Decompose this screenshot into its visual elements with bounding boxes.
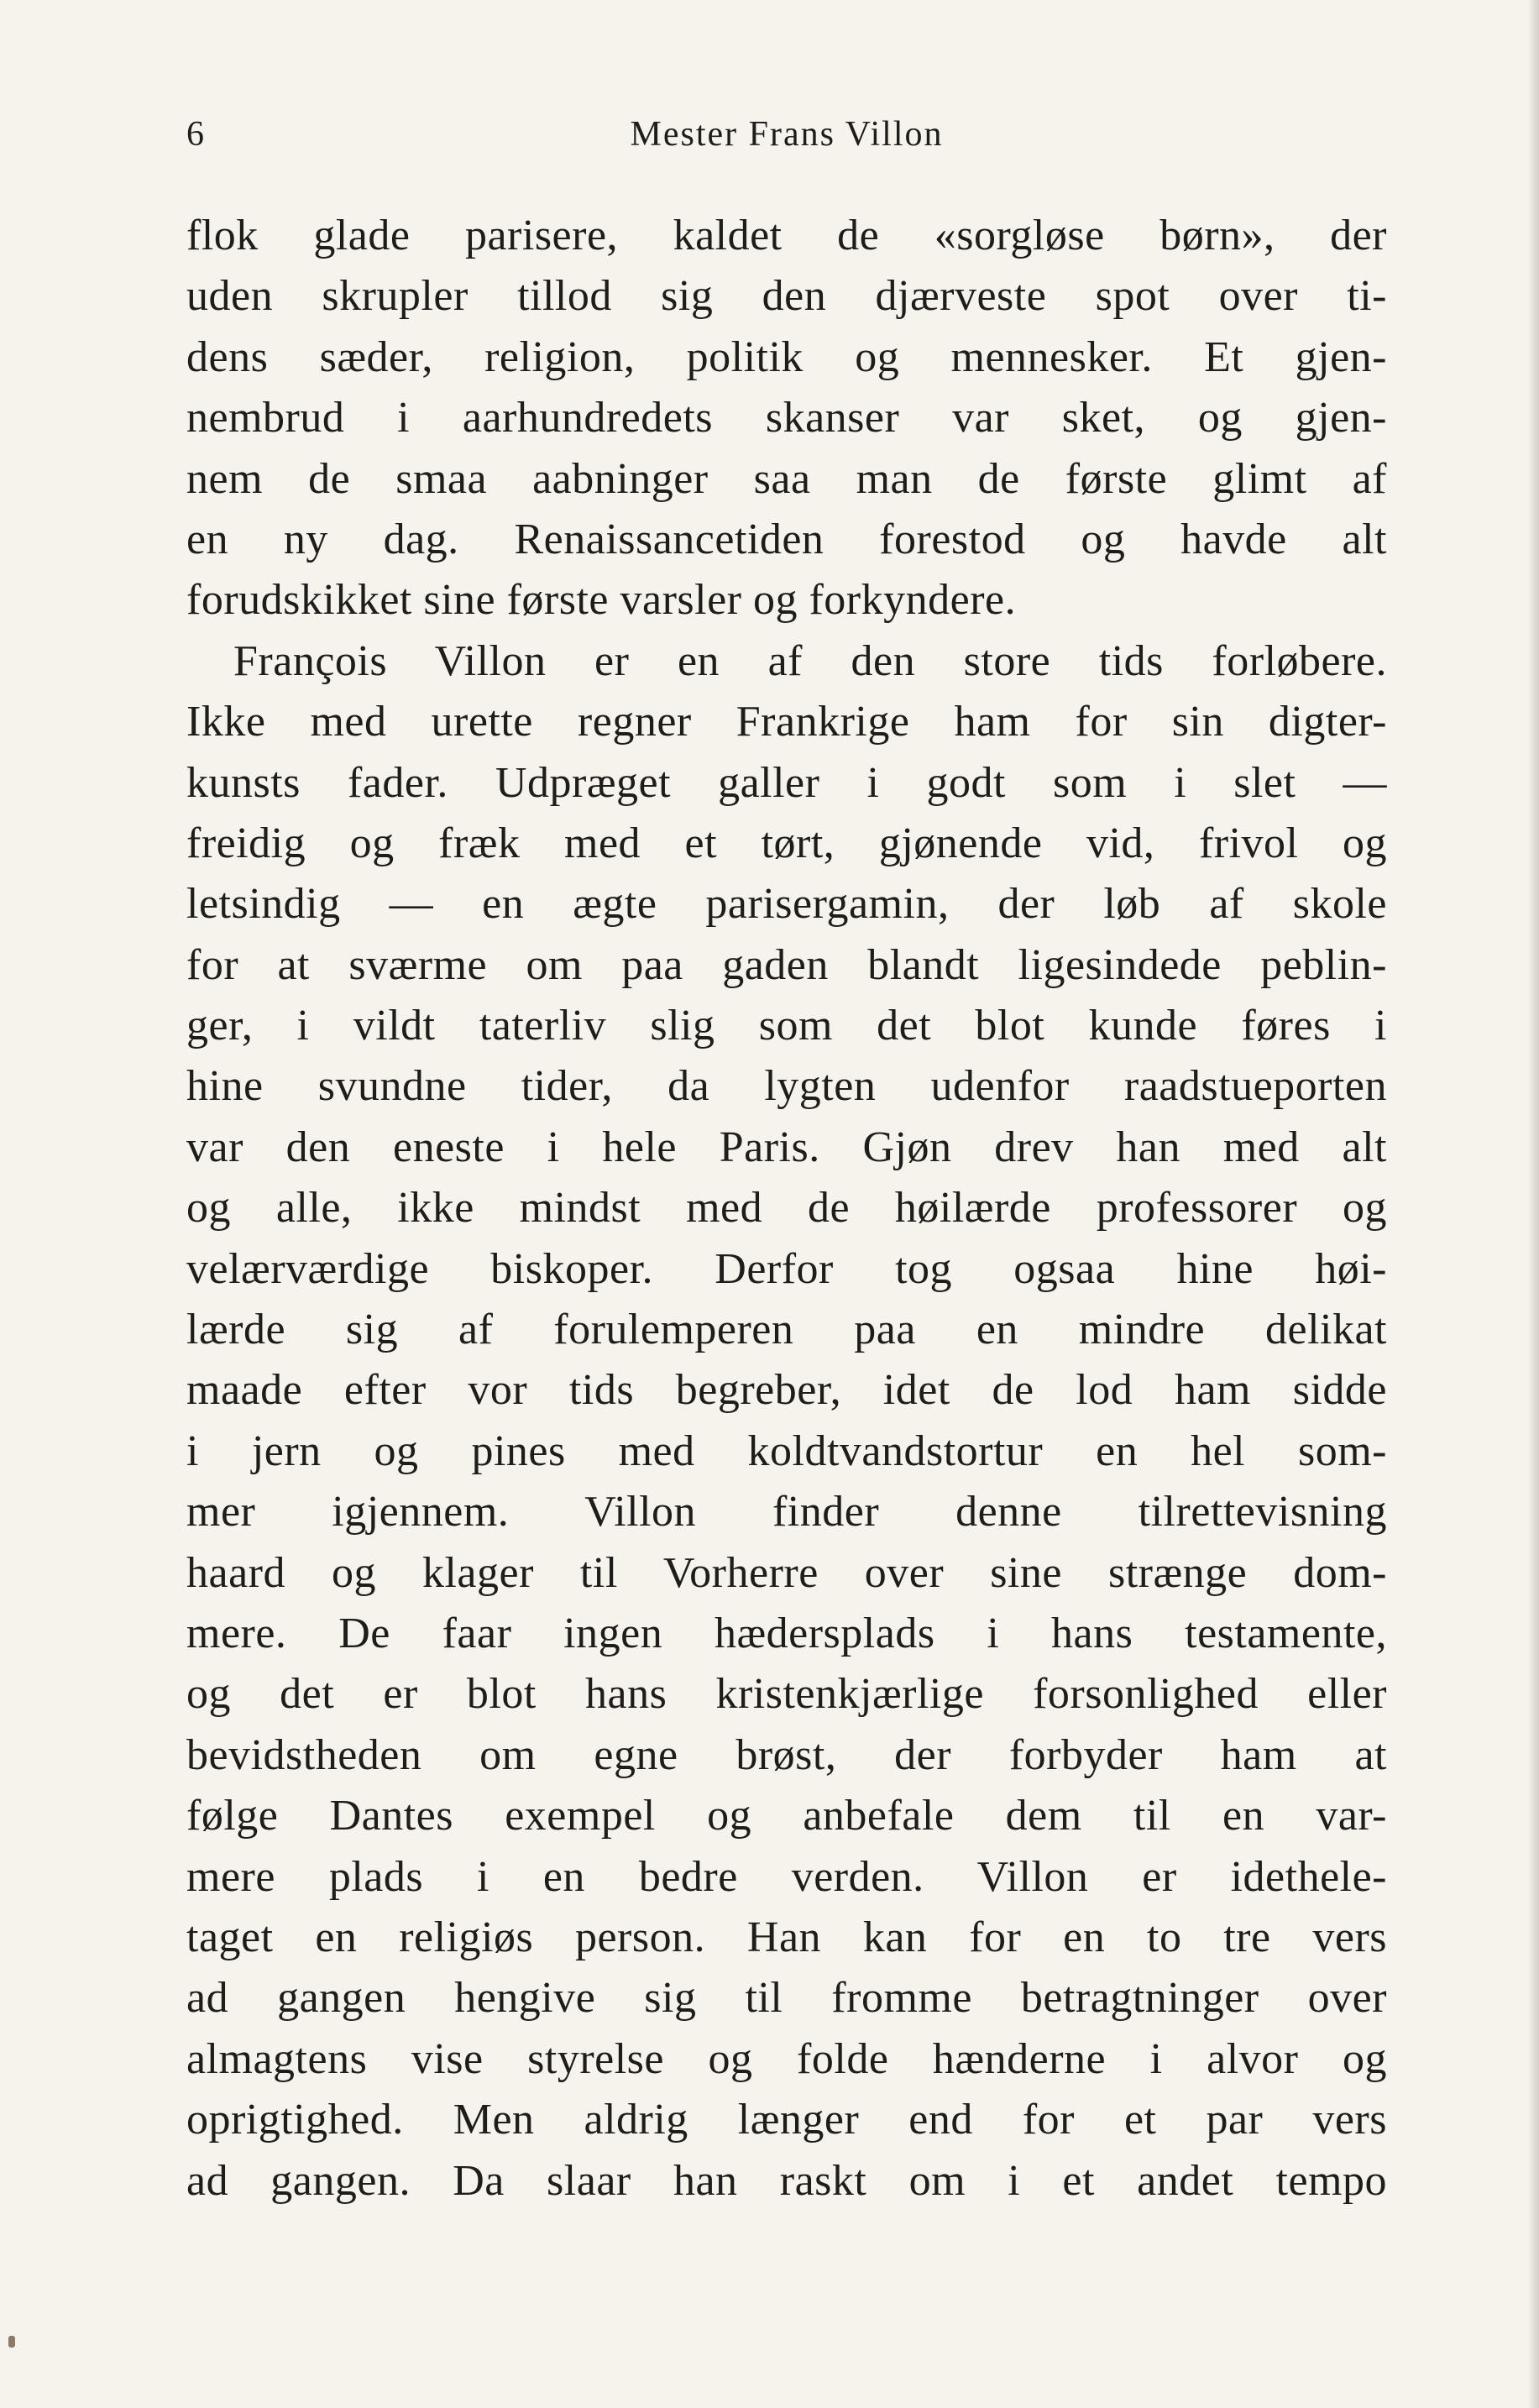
text-line: kunsts fader. Udpræget galler i godt som i slet — bbox=[186, 758, 1387, 807]
body-text bbox=[186, 206, 1387, 2212]
text-line: mer igjennem. Villon finder denne tilrettevisning bbox=[186, 1488, 1387, 1536]
text-line: maade efter vor tids begreber, idet de lod ham sidde bbox=[186, 1366, 1387, 1415]
text-line: ad gangen. Da slaar han raskt om i et andet tempo bbox=[186, 2156, 1387, 2205]
text-line: var den eneste i hele Paris. Gjøn drev han med alt bbox=[186, 1123, 1387, 1171]
text-line: en ny dag. Renaissancetiden forestod og havde alt bbox=[186, 515, 1387, 563]
text-line: velærværdige biskoper. Derfor tog ogsaa hine høi- bbox=[186, 1244, 1387, 1293]
text-line: og alle, ikke mindst med de høilærde professorer og bbox=[186, 1184, 1387, 1233]
text-line: i jern og pines med koldtvandstortur en hel som- bbox=[186, 1426, 1387, 1475]
text-line: lærde sig af forulemperen paa en mindre delikat bbox=[186, 1306, 1387, 1354]
text-line: oprigtighed. Men aldrig længer end for et par vers bbox=[186, 2096, 1387, 2144]
page-header bbox=[186, 109, 1387, 160]
text-line: nem de smaa aabninger saa man de første glimt af bbox=[186, 454, 1387, 503]
text-line: nembrud i aarhundredets skanser var sket, og gjen- bbox=[186, 394, 1387, 442]
text-line: almagtens vise styrelse og folde hænderne i alvor og bbox=[186, 2034, 1387, 2083]
text-line: freidig og fræk med et tørt, gjønende vid, frivol og bbox=[186, 819, 1387, 867]
page-edge-shadow bbox=[1527, 0, 1539, 2408]
text-line: taget en religiøs person. Han kan for en to tre vers bbox=[186, 1913, 1387, 1961]
page-number: 6 bbox=[186, 115, 205, 154]
text-line: ad gangen hengive sig til fromme betragtninger over bbox=[186, 1974, 1387, 2023]
paper-speck bbox=[8, 2336, 15, 2348]
paragraph-end-line: forudskikket sine første varsler og forkyndere. bbox=[186, 576, 1017, 625]
text-line: Ikke med urette regner Frankrige ham for sin digter- bbox=[186, 698, 1387, 746]
text-line: mere. De faar ingen hædersplads i hans testamente, bbox=[186, 1609, 1387, 1657]
text-line: uden skrupler tillod sig den djærveste spot over ti- bbox=[186, 272, 1387, 321]
text-line: hine svundne tider, da lygten udenfor raadstueporten bbox=[186, 1062, 1387, 1111]
text-line: ger, i vildt taterliv slig som det blot kunde føres i bbox=[186, 1002, 1387, 1050]
paragraph-start-line: François Villon er en af den store tids forløbere. bbox=[233, 636, 1387, 685]
text-line: for at sværme om paa gaden blandt ligesindede peblin- bbox=[186, 940, 1387, 989]
text-line: flok glade parisere, kaldet de «sorgløse børn», der bbox=[186, 212, 1387, 259]
text-line: mere plads i en bedre verden. Villon er idethele- bbox=[186, 1852, 1387, 1901]
running-title: Mester Frans Villon bbox=[630, 115, 944, 154]
text-line: letsindig — en ægte parisergamin, der løb af skole bbox=[186, 880, 1387, 929]
text-line: følge Dantes exempel og anbefale dem til en var- bbox=[186, 1792, 1387, 1840]
text-line: haard og klager til Vorherre over sine strænge dom- bbox=[186, 1548, 1387, 1597]
text-line: og det er blot hans kristenkjærlige forsonlighed eller bbox=[186, 1670, 1387, 1719]
text-line: dens sæder, religion, politik og mennesker. Et gjen- bbox=[186, 332, 1387, 381]
text-line: bevidstheden om egne brøst, der forbyder ham at bbox=[186, 1730, 1387, 1779]
